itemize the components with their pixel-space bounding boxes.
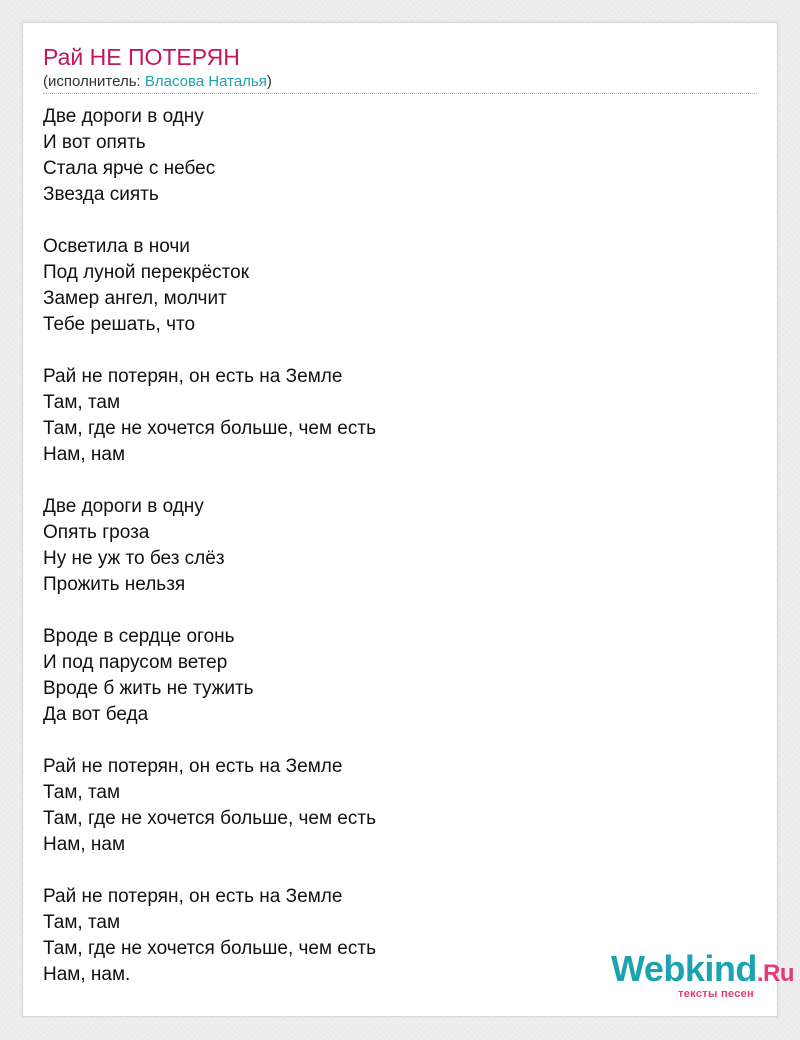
song-title: Рай НЕ ПОТЕРЯН [43, 44, 240, 70]
lyric-line: Стала ярче с небес [43, 158, 216, 179]
webkind-logo[interactable] [610, 948, 794, 1000]
stanza-7 [43, 884, 376, 988]
artist-prefix: (исполнитель: [43, 73, 145, 90]
stanza-1 [43, 104, 376, 208]
lyric-line: Да вот беда [43, 704, 149, 725]
lyric-line: Под луной перекрёсток [43, 262, 250, 283]
logo-tagline: тексты песен [678, 988, 754, 1000]
lyric-line: Нам, нам. [43, 964, 131, 985]
stanza-5 [43, 624, 376, 728]
lyric-line: Прожить нельзя [43, 574, 186, 595]
lyric-line: Звезда сиять [43, 184, 159, 205]
lyric-line: Вроде в сердце огонь [43, 626, 235, 647]
lyric-line: И под парусом ветер [43, 652, 228, 673]
title-divider [43, 93, 757, 94]
lyric-line: Там, где не хочется больше, чем есть [43, 808, 376, 829]
logo-name: Webkind [610, 948, 757, 989]
lyric-line: Замер ангел, молчит [43, 288, 227, 309]
artist-link[interactable]: Власова Наталья [144, 73, 267, 90]
lyric-line: И вот опять [43, 132, 146, 153]
lyric-line: Две дороги в одну [43, 496, 204, 517]
lyric-line: Там, там [43, 912, 121, 933]
artist-line [43, 73, 272, 91]
lyric-line: Ну не уж то без слёз [43, 548, 225, 569]
logo-tld: .Ru [756, 960, 794, 987]
lyric-line: Там, там [43, 392, 121, 413]
stanza-4 [43, 494, 376, 598]
lyric-line: Осветила в ночи [43, 236, 190, 257]
stanza-3 [43, 364, 376, 468]
lyric-line: Нам, нам [43, 444, 126, 465]
lyrics-card [22, 22, 778, 1017]
lyric-line: Там, где не хочется больше, чем есть [43, 938, 376, 959]
logo-wordmark [610, 948, 794, 992]
lyrics-text [43, 104, 376, 988]
stanza-6 [43, 754, 376, 858]
lyric-line: Рай не потерян, он есть на Земле [43, 366, 343, 387]
stanza-2 [43, 234, 376, 338]
lyric-line: Нам, нам [43, 834, 126, 855]
lyric-line: Вроде б жить не тужить [43, 678, 254, 699]
lyric-line: Рай не потерян, он есть на Земле [43, 886, 343, 907]
lyric-line: Тебе решать, что [43, 314, 196, 335]
artist-suffix: ) [266, 73, 272, 90]
lyric-line: Там, там [43, 782, 121, 803]
lyric-line: Там, где не хочется больше, чем есть [43, 418, 376, 439]
lyric-line: Опять гроза [43, 522, 150, 543]
lyric-line: Рай не потерян, он есть на Земле [43, 756, 343, 777]
lyric-line: Две дороги в одну [43, 106, 204, 127]
